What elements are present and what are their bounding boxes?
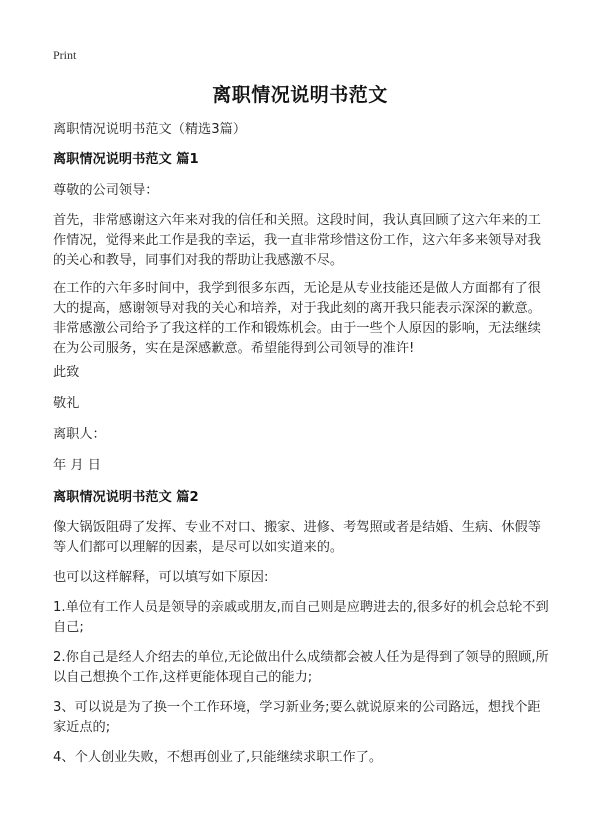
section2-paragraph-1: 像大锅饭阻碍了发挥、专业不对口、搬家、进修、考驾照或者是结婚、生病、休假等等人们都可以理解的因素，是尽可以如实道来的。 xyxy=(53,520,541,555)
section-heading-2: 离职情况说明书范文 篇2 xyxy=(53,490,199,505)
letter-date: 年 月 日 xyxy=(53,458,101,473)
letter-signer: 离职人： xyxy=(53,427,106,442)
letter-closing-1: 此致 xyxy=(53,365,80,380)
page-title: 离职情况说明书范文 xyxy=(212,84,388,106)
letter-closing-2: 敬礼 xyxy=(53,396,80,411)
reason-item-3: 3、可以说是为了换一个工作环境，学习新业务;要么就说原来的公司路远，想找个距家近点的; xyxy=(53,700,541,735)
reason-item-2: 2.你自己是经人介绍去的单位,无论做出什么成绩都会被人任为是得到了领导的照顾,所以自己想换个工作,这样更能体现自己的能力; xyxy=(53,650,549,685)
section-heading-1: 离职情况说明书范文 篇1 xyxy=(53,152,199,167)
reason-item-4: 4、个人创业失败，不想再创业了,只能继续求职工作了。 xyxy=(53,750,383,765)
section2-paragraph-2: 也可以这样解释，可以填写如下原因: xyxy=(53,570,269,585)
letter-paragraph-2: 在工作的六年多时间中，我学到很多东西，无论是从专业技能还是做人方面都有了很大的提高，感谢领导对我的关心和培养，对于我此刻的离开我只能表示深深的歉意。非常感激公司给予了我这样的工作和锻炼机会。由于一些个人原因的影响，无法继续在为公司服务，实在是深感歉意。希望能得到公司领导的准许! xyxy=(53,281,541,356)
print-label[interactable]: Print xyxy=(53,48,77,62)
document-subtitle: 离职情况说明书范文（精选3篇） xyxy=(53,122,247,137)
reason-item-1: 1.单位有工作人员是领导的亲戚或朋友,而自己则是应聘进去的,很多好的机会总轮不到自己; xyxy=(53,600,549,635)
letter-paragraph-1: 首先，非常感谢这六年来对我的信任和关照。这段时间，我认真回顾了这六年来的工作情况，觉得来此工作是我的幸运，我一直非常珍惜这份工作，这六年多来领导对我的关心和教导，同事们对我的帮助让我感激不尽。 xyxy=(53,213,541,268)
letter-greeting: 尊敬的公司领导： xyxy=(53,183,159,198)
